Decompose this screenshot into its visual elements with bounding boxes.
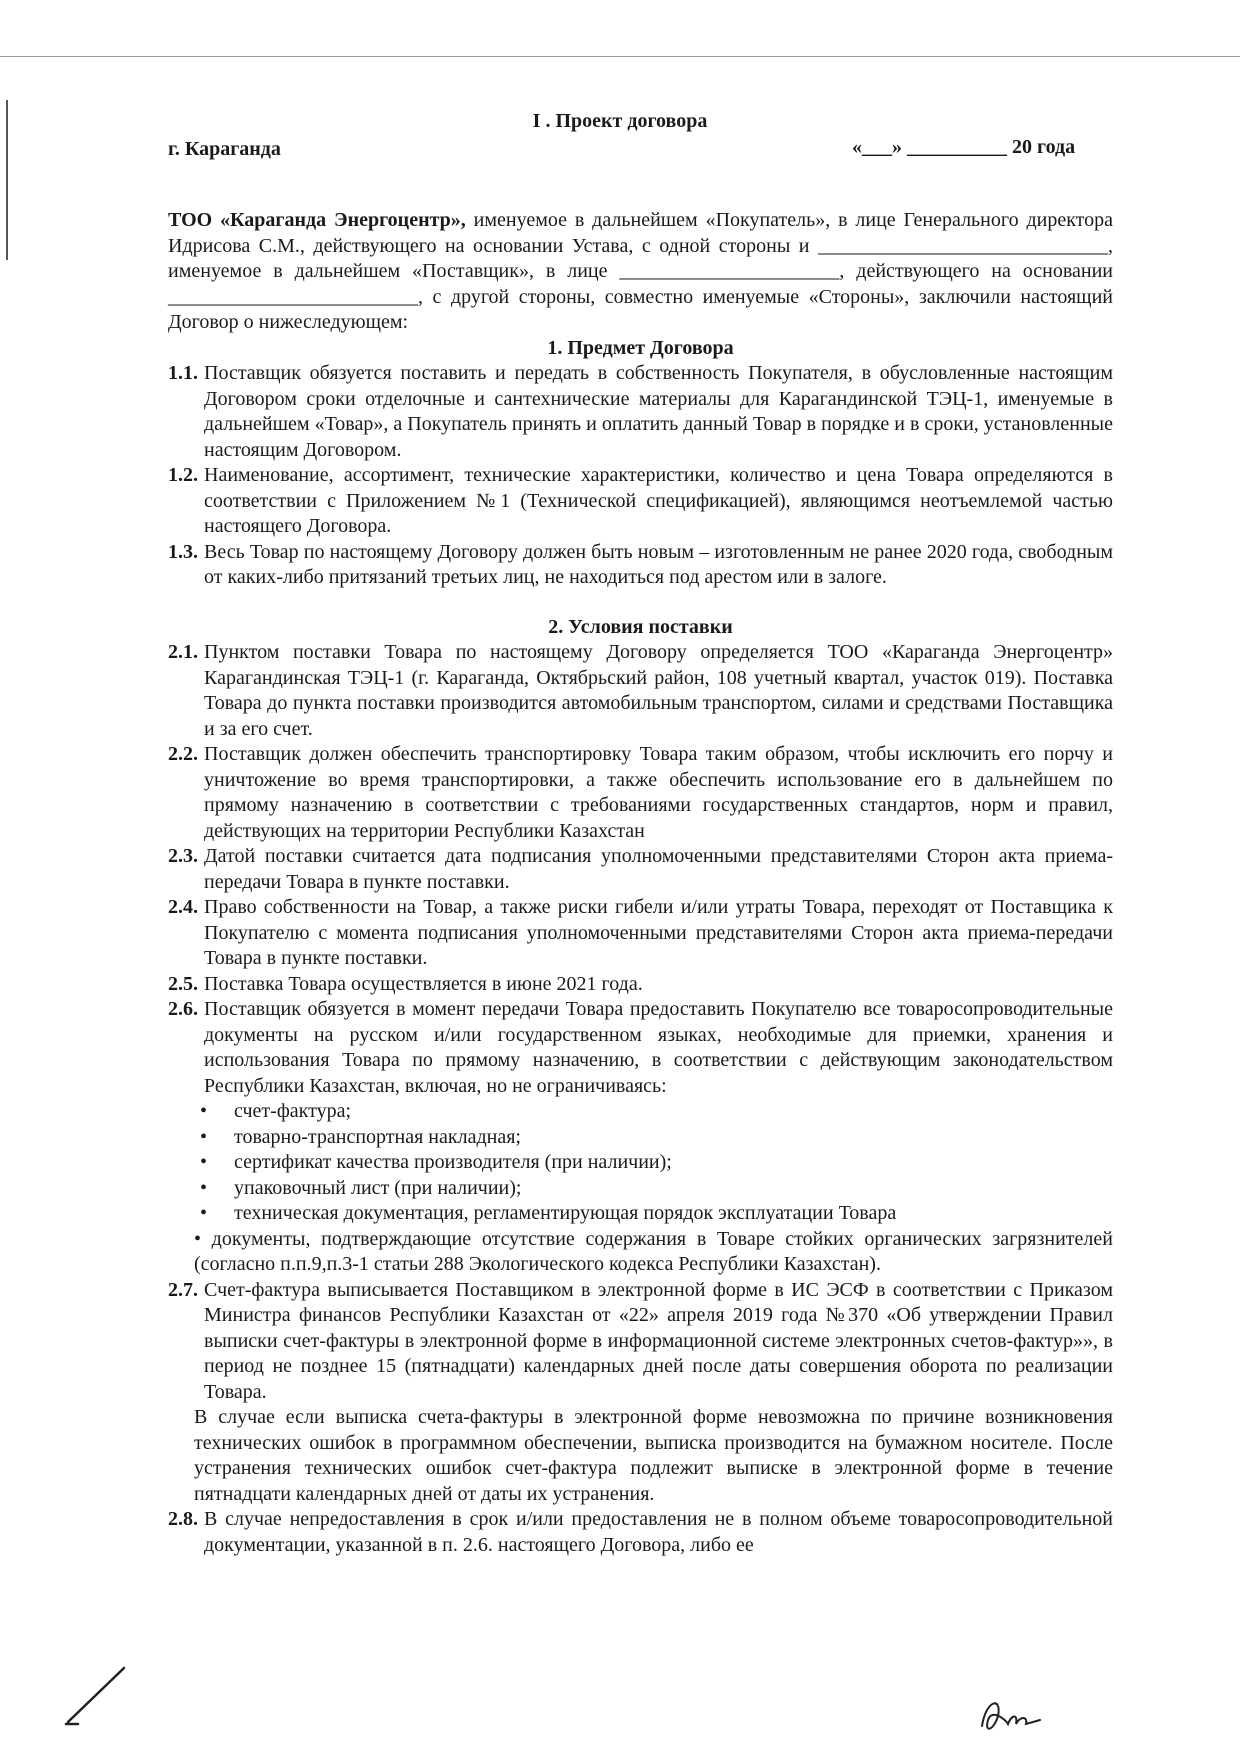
clause-2-1 bbox=[168, 640, 1113, 742]
clause-text: В случае непредоставления в срок и/или предоставления не в полном объеме товаросопроводительной документации, указанной в п. 2.6. настоящего Договора, либо ее bbox=[204, 1508, 1113, 1556]
clause-number: 1.1. bbox=[168, 362, 198, 384]
clause-text: Поставщик должен обеспечить транспортировку Товара таким образом, чтобы исключить его порчу и уничтожение во время транспортировки, а также обеспечить использование его в дальнейшем по прямому назначению в соответствии с требованиями государственных стандартов, норм и правил, действующих на территории Республики Казахстан bbox=[204, 743, 1113, 842]
scan-edge-line bbox=[0, 56, 1240, 57]
clause-2-6 bbox=[168, 997, 1113, 1099]
clause-2-4 bbox=[168, 895, 1113, 972]
clause-number: 2.5. bbox=[168, 972, 198, 995]
list-item: • сертификат качества производителя (при наличии); bbox=[200, 1150, 1113, 1176]
clause-2-7 bbox=[168, 1278, 1113, 1406]
clause-text: Право собственности на Товар, а также риски гибели и/или утраты Товара, переходят от Поставщика к Покупателю с момента подписания уполномоченными представителями Сторон акта приема-передачи Товара в пункте поставки. bbox=[204, 896, 1113, 969]
clause-2-3 bbox=[168, 844, 1113, 895]
intro-text: именуемое в дальнейшем «Покупатель», в лице Генерального директора Идрисова С.М., действующего на основании Устава, с одной стороны и _____________________________, именуемое в дальнейшем «Поставщик», в лице ______________________, действующего на основании _________________________, с другой стороны, совместно именуемые «Стороны», заключили настоящий Договор о нижеследующем: bbox=[168, 209, 1114, 333]
clause-2-5 bbox=[168, 972, 1113, 998]
clause-number: 2.7. bbox=[168, 1278, 198, 1301]
city-label: г. Караганда bbox=[168, 138, 281, 160]
clause-number: 2.2. bbox=[168, 743, 198, 765]
clause-2-8 bbox=[168, 1507, 1113, 1558]
list-item: • техническая документация, регламентирующая порядок эксплуатации Товара bbox=[200, 1201, 1113, 1227]
signature-icon bbox=[972, 1690, 1052, 1740]
document-title: I . Проект договора bbox=[532, 110, 708, 132]
clause-1-3 bbox=[168, 540, 1113, 591]
clause-number: 2.4. bbox=[168, 896, 198, 918]
clause-1-1 bbox=[168, 361, 1113, 463]
section-2-title: 2. Условия поставки bbox=[548, 615, 733, 638]
clause-number: 2.3. bbox=[168, 845, 198, 867]
clause-2-7-paragraph: В случае если выписка счета-фактуры в электронной форме невозможна по причине возникновения технических ошибок в программном обеспечении, выписка производится на бумажном носителе. После устранения технических ошибок счет-фактура подлежит выписке в электронной форме в течение пятнадцати календарных дней от даты их устранения. bbox=[194, 1406, 1113, 1505]
clause-text: Наименование, ассортимент, технические характеристики, количество и цена Товара определяются в соответствии с Приложением №1 (Технической спецификацией), являющимся неотъемлемой частью настоящего Договора. bbox=[204, 464, 1113, 537]
section-1-title: 1. Предмет Договора bbox=[547, 336, 734, 359]
clause-text: Датой поставки считается дата подписания уполномоченными представителями Сторон акта приема-передачи Товара в пункте поставки. bbox=[204, 845, 1113, 893]
clause-text: Поставщик обязуется в момент передачи Товара предоставить Покупателю все товаросопроводительные документы на русском и/или государственном языках, необходимые для приемки, хранения и использования Товара по прямому назначению, в соответствии с действующим законодательством Республики Казахстан, включая, но не ограничиваясь: bbox=[204, 998, 1113, 1097]
document-list bbox=[168, 1099, 1113, 1227]
contract-body bbox=[168, 208, 1113, 1558]
date-field: «___» __________ 20 года bbox=[852, 136, 1076, 158]
list-item-extra: • документы, подтверждающие отсутствие содержания в Товаре стойких органических загрязнителей (согласно п.п.9,п.3-1 статьи 288 Экологического кодекса Республики Казахстан). bbox=[194, 1227, 1113, 1275]
clause-number: 2.1. bbox=[168, 641, 198, 663]
clause-number: 1.2. bbox=[168, 464, 198, 486]
clause-1-2 bbox=[168, 463, 1113, 540]
list-item: • счет-фактура; bbox=[200, 1099, 1113, 1125]
list-item: • товарно-транспортная накладная; bbox=[200, 1125, 1113, 1151]
party-buyer: ТОО «Караганда Энергоцентр», bbox=[168, 209, 466, 231]
clause-number: 1.3. bbox=[168, 540, 198, 563]
clause-text: Весь Товар по настоящему Договору должен быть новым – изготовленным не ранее 2020 года, свободным от каких-либо притязаний третьих лиц, не находиться под арестом или в залоге. bbox=[204, 540, 1113, 588]
clause-text: Счет-фактура выписывается Поставщиком в электронной форме в ИС ЭСФ в соответствии с Приказом Министра финансов Республики Казахстан от «22» апреля 2019 года №370 «Об утверждении Правил выписки счет-фактуры в электронной форме в информационной системе электронных счетов-фактур»», в период не позднее 15 (пятнадцати) календарных дней после даты совершения оборота по реализации Товара. bbox=[204, 1278, 1113, 1403]
clause-text: Поставка Товара осуществляется в июне 2021 года. bbox=[204, 972, 643, 995]
clause-number: 2.8. bbox=[168, 1508, 198, 1530]
section-spacer bbox=[168, 591, 1113, 615]
clause-text: Пунктом поставки Товара по настоящему Договору определяется ТОО «Караганда Энергоцентр» Карагандинская ТЭЦ-1 (г. Караганда, Октябрьский район, 108 учетный квартал, участок 019). Поставка Товара до пункта поставки производится автомобильным транспортом, силами и средствами Поставщика и за его счет. bbox=[204, 641, 1113, 740]
intro-paragraph bbox=[168, 208, 1113, 336]
clause-2-2 bbox=[168, 742, 1113, 844]
list-item: • упаковочный лист (при наличии); bbox=[200, 1176, 1113, 1202]
clause-text: Поставщик обязуется поставить и передать в собственность Покупателя, в обусловленные настоящим Договором сроки отделочные и сантехнические материалы для Карагандинской ТЭЦ-1, именуемые в дальнейшем «Товар», а Покупатель принять и оплатить данный Товар в порядке и в сроки, установленные настоящим Договором. bbox=[204, 362, 1113, 461]
handwritten-stroke-icon bbox=[64, 1658, 134, 1728]
clause-number: 2.6. bbox=[168, 998, 198, 1020]
